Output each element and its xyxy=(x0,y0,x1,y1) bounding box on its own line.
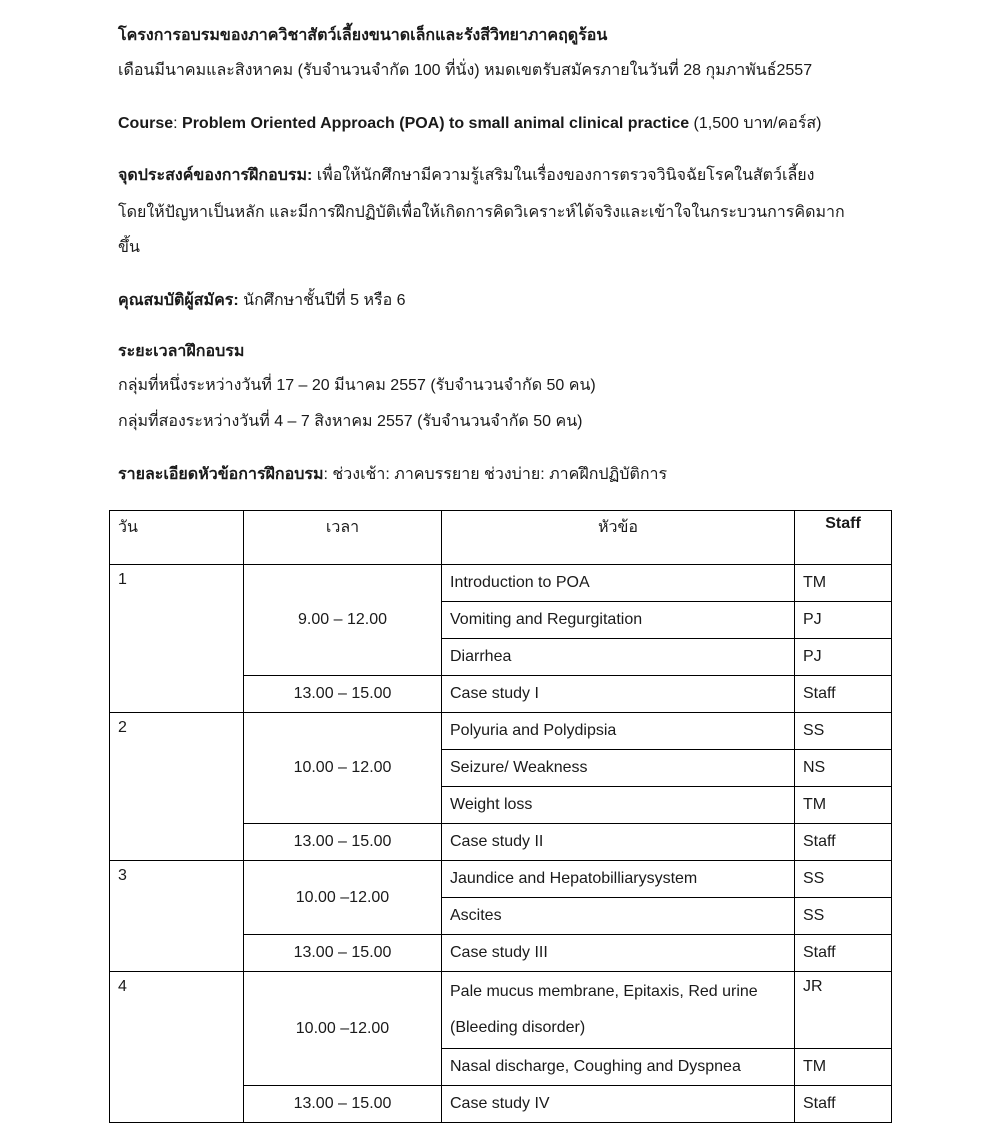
time-cell: 10.00 –12.00 xyxy=(244,972,442,1086)
table-row xyxy=(110,861,892,898)
staff-cell: Staff xyxy=(795,824,892,861)
topic-cell: Case study II xyxy=(442,824,795,861)
topic-cell: Polyuria and Polydipsia xyxy=(442,713,795,750)
course-label: Course xyxy=(118,115,174,132)
course-line xyxy=(118,114,822,134)
topic-cell: Case study I xyxy=(442,676,795,713)
topic-cell: Ascites xyxy=(442,898,795,935)
topic-cell: Diarrhea xyxy=(442,639,795,676)
day-cell: 2 xyxy=(110,713,244,861)
header-staff: Staff xyxy=(795,511,892,565)
qualification-label: คุณสมบัติผู้สมัคร: xyxy=(118,292,239,309)
staff-cell: Staff xyxy=(795,1086,892,1123)
duration-heading: ระยะเวลาฝึกอบรม xyxy=(118,343,245,360)
qualification-line xyxy=(118,291,406,311)
topic-cell: Introduction to POA xyxy=(442,565,795,602)
objective-line-2: โดยให้ปัญหาเป็นหลัก และมีการฝึกปฏิบัติเพื่อให้เกิดการคิดวิเคราะห์ได้จริงและเข้าใจในกระบวนการคิดมาก xyxy=(118,204,845,221)
course-name: Problem Oriented Approach (POA) to small animal clinical practice xyxy=(182,115,690,132)
objective-label: จุดประสงค์ของการฝึกอบรม: xyxy=(118,167,313,184)
objective-line-1 xyxy=(118,166,815,186)
staff-cell: SS xyxy=(795,898,892,935)
details-line xyxy=(118,465,667,485)
topic-cell: Pale mucus membrane, Epitaxis, Red urine (Bleeding disorder) xyxy=(442,972,795,1049)
staff-cell: NS xyxy=(795,750,892,787)
time-cell: 13.00 – 15.00 xyxy=(244,935,442,972)
time-cell: 9.00 – 12.00 xyxy=(244,565,442,676)
topic-cell: Nasal discharge, Coughing and Dyspnea xyxy=(442,1049,795,1086)
staff-cell: JR xyxy=(795,972,892,1049)
header-topic: หัวข้อ xyxy=(442,511,795,565)
staff-cell: Staff xyxy=(795,935,892,972)
time-cell: 13.00 – 15.00 xyxy=(244,676,442,713)
details-text: : ช่วงเช้า: ภาคบรรยาย ช่วงบ่าย: ภาคฝึกปฏิบัติการ xyxy=(323,466,668,483)
header-time: เวลา xyxy=(244,511,442,565)
duration-group-2: กลุ่มที่สองระหว่างวันที่ 4 – 7 สิงหาคม 2557 (รับจำนวนจำกัด 50 คน) xyxy=(118,413,583,430)
staff-cell: SS xyxy=(795,713,892,750)
day-cell: 3 xyxy=(110,861,244,972)
topic-cell: Seizure/ Weakness xyxy=(442,750,795,787)
time-cell: 13.00 – 15.00 xyxy=(244,1086,442,1123)
time-cell: 13.00 – 15.00 xyxy=(244,824,442,861)
schedule-table xyxy=(109,510,892,1123)
course-fee: (1,500 บาท/คอร์ส) xyxy=(689,115,822,132)
objective-text-1: เพื่อให้นักศึกษามีความรู้เสริมในเรื่องของการตรวจวินิจฉัยโรคในสัตว์เลี้ยง xyxy=(312,167,815,184)
details-label: รายละเอียดหัวข้อการฝึกอบรม xyxy=(118,466,324,483)
topic-cell: Case study IV xyxy=(442,1086,795,1123)
qualification-text: นักศึกษาชั้นปีที่ 5 หรือ 6 xyxy=(238,292,406,309)
staff-cell: TM xyxy=(795,565,892,602)
staff-cell: TM xyxy=(795,787,892,824)
document-subtitle: เดือนมีนาคมและสิงหาคม (รับจำนวนจำกัด 100 ที่นั่ง) หมดเขตรับสมัครภายในวันที่ 28 กุมภาพันธ์2557 xyxy=(118,62,813,79)
table-row xyxy=(110,713,892,750)
day-cell: 1 xyxy=(110,565,244,713)
time-cell: 10.00 – 12.00 xyxy=(244,713,442,824)
topic-cell: Jaundice and Hepatobilliarysystem xyxy=(442,861,795,898)
table-row xyxy=(110,972,892,1049)
staff-cell: Staff xyxy=(795,676,892,713)
header-day: วัน xyxy=(110,511,244,565)
staff-cell: PJ xyxy=(795,639,892,676)
topic-cell: Vomiting and Regurgitation xyxy=(442,602,795,639)
objective-line-3: ขึ้น xyxy=(118,239,140,256)
table-row xyxy=(110,565,892,602)
topic-cell: Case study III xyxy=(442,935,795,972)
course-colon: : xyxy=(173,115,183,132)
time-cell: 10.00 –12.00 xyxy=(244,861,442,935)
document-title: โครงการอบรมของภาควิชาสัตว์เลี้ยงขนาดเล็กและรังสีวิทยาภาคฤดูร้อน xyxy=(118,27,608,44)
duration-group-1: กลุ่มที่หนึ่งระหว่างวันที่ 17 – 20 มีนาคม 2557 (รับจำนวนจำกัด 50 คน) xyxy=(118,377,596,394)
day-cell: 4 xyxy=(110,972,244,1123)
staff-cell: TM xyxy=(795,1049,892,1086)
staff-cell: SS xyxy=(795,861,892,898)
topic-cell: Weight loss xyxy=(442,787,795,824)
staff-cell: PJ xyxy=(795,602,892,639)
table-header-row xyxy=(110,511,892,565)
